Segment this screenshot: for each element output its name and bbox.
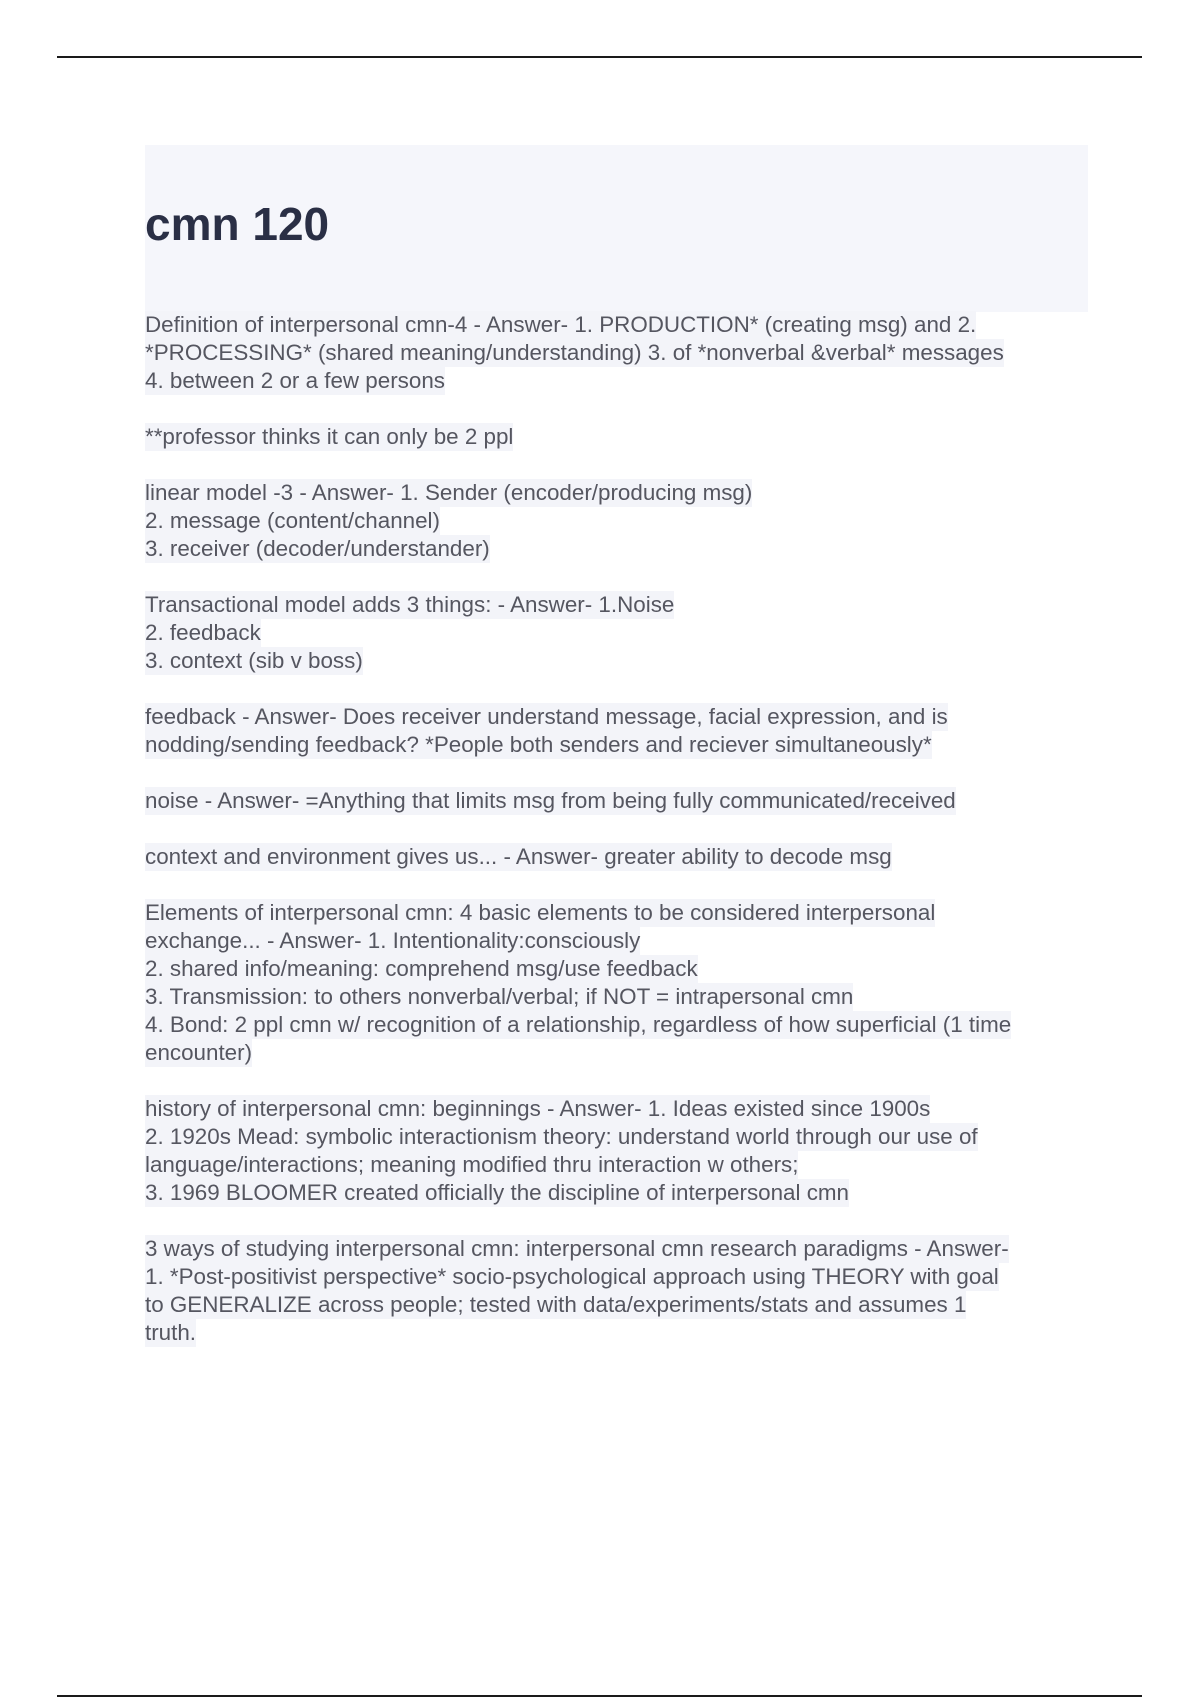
entry-line: Definition of interpersonal cmn-4 - Answer- 1. PRODUCTION* (creating msg) and 2. <box>145 312 977 337</box>
entry-line: *PROCESSING* (shared meaning/understanding) 3. of *nonverbal &verbal* messages <box>145 340 1004 365</box>
qa-entry <box>145 787 1091 815</box>
entry-line: exchange... - Answer- 1. Intentionality:consciously <box>145 928 641 953</box>
entry-line: 3. Transmission: to others nonverbal/verbal; if NOT = intrapersonal cmn <box>145 984 854 1009</box>
entry-line: 1. *Post-positivist perspective* socio-psychological approach using THEORY with goal <box>145 1264 999 1289</box>
qa-entry <box>145 479 1091 563</box>
entry-line: noise - Answer- =Anything that limits msg from being fully communicated/received <box>145 788 956 813</box>
entry-line: 3. context (sib v boss) <box>145 648 363 673</box>
entry-line: encounter) <box>145 1040 253 1065</box>
entry-line: nodding/sending feedback? *People both senders and reciever simultaneously* <box>145 732 932 757</box>
qa-entry <box>145 423 1091 451</box>
document-title: cmn 120 <box>145 198 330 250</box>
entry-line: 2. 1920s Mead: symbolic interactionism theory: understand world through our use of <box>145 1124 978 1149</box>
qa-entry <box>145 311 1091 395</box>
qa-entry <box>145 899 1091 1067</box>
entry-line: history of interpersonal cmn: beginnings - Answer- 1. Ideas existed since 1900s <box>145 1096 931 1121</box>
top-rule <box>57 56 1142 58</box>
qa-entry <box>145 1235 1091 1347</box>
entry-line: context and environment gives us... - Answer- greater ability to decode msg <box>145 844 892 869</box>
entry-line: **professor thinks it can only be 2 ppl <box>145 424 514 449</box>
entry-line: Elements of interpersonal cmn: 4 basic elements to be considered interpersonal <box>145 900 936 925</box>
entry-line: Transactional model adds 3 things: - Answer- 1.Noise <box>145 592 675 617</box>
qa-entry <box>145 591 1091 675</box>
bottom-rule <box>57 1695 1142 1697</box>
document-body <box>145 311 1091 1375</box>
qa-entry <box>145 703 1091 759</box>
entry-line: 3 ways of studying interpersonal cmn: interpersonal cmn research paradigms - Answer- <box>145 1236 1009 1261</box>
entry-line: 2. feedback <box>145 620 261 645</box>
title-block <box>145 145 1088 312</box>
entry-line: 2. message (content/channel) <box>145 508 440 533</box>
entry-line: 2. shared info/meaning: comprehend msg/use feedback <box>145 956 698 981</box>
entry-line: 3. 1969 BLOOMER created officially the discipline of interpersonal cmn <box>145 1180 850 1205</box>
qa-entry <box>145 843 1091 871</box>
entry-line: 4. Bond: 2 ppl cmn w/ recognition of a relationship, regardless of how superficial (1 time <box>145 1012 1012 1037</box>
entry-line: linear model -3 - Answer- 1. Sender (encoder/producing msg) <box>145 480 753 505</box>
entry-line: 3. receiver (decoder/understander) <box>145 536 490 561</box>
entry-line: feedback - Answer- Does receiver understand message, facial expression, and is <box>145 704 948 729</box>
entry-line: truth. <box>145 1320 197 1345</box>
entry-line: to GENERALIZE across people; tested with data/experiments/stats and assumes 1 <box>145 1292 967 1317</box>
qa-entry <box>145 1095 1091 1207</box>
entry-line: language/interactions; meaning modified thru interaction w others; <box>145 1152 799 1177</box>
entry-line: 4. between 2 or a few persons <box>145 368 445 393</box>
